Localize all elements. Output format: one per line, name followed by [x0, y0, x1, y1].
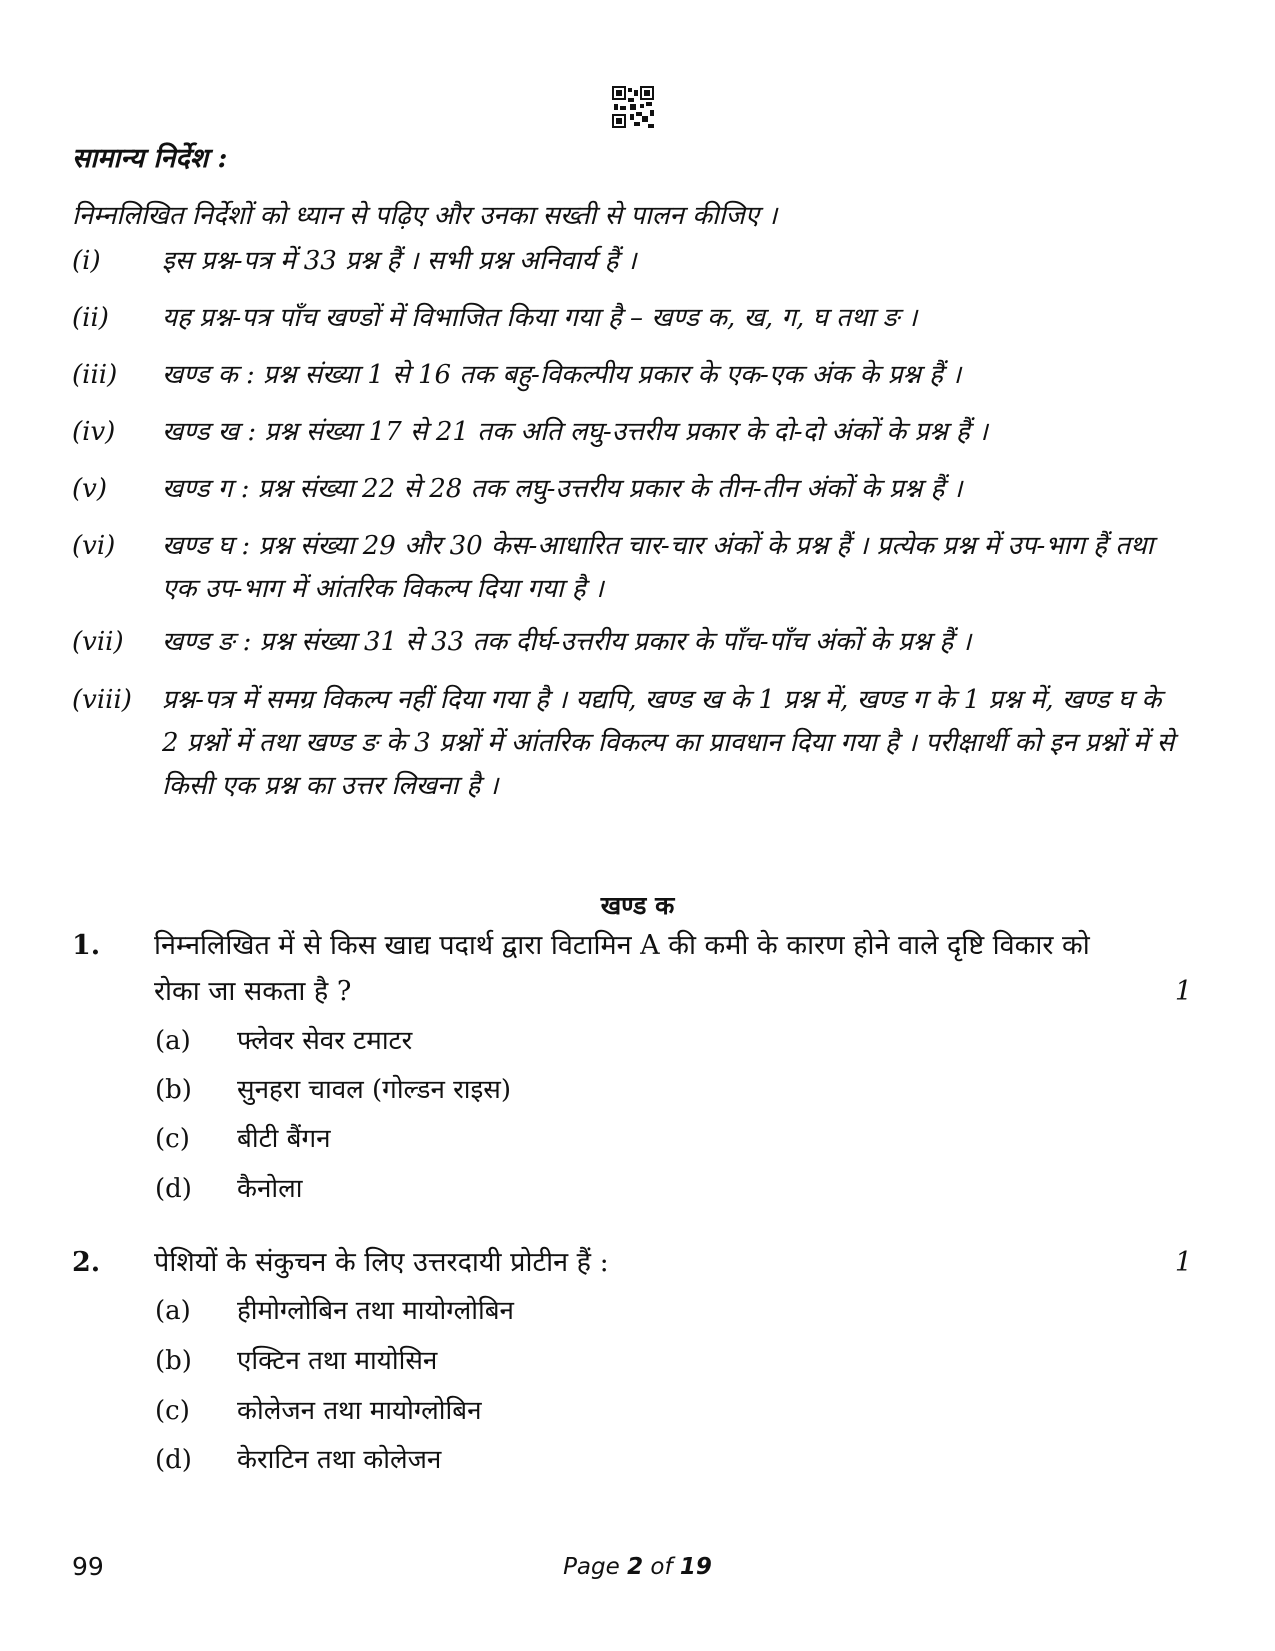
- instruction-text: प्रश्न-पत्र में समग्र विकल्प नहीं दिया गया है । यद्यपि, खण्ड ख के 1 प्रश्न में, खण्ड ग के 1 प्रश्न में, खण्ड घ के 2 प्रश्नों में तथा खण्ड ङ के 3 प्रश्नों में आंतरिक विकल्प का प्रावधान दिया गया है । परीक्षार्थी को इन प्रश्नों में से किसी एक प्रश्न का उत्तर लिखना है ।: [162, 685, 1175, 801]
- option-text: फ्लेवर सेवर टमाटर: [237, 1026, 413, 1056]
- qr-code-icon: [612, 86, 654, 128]
- instruction-number: (vii): [72, 627, 124, 657]
- instruction-item: [72, 525, 1182, 611]
- question-marks: 1: [1174, 976, 1192, 1007]
- question-text: पेशियों के संकुचन के लिए उत्तरदायी प्रोटीन हैं :: [154, 1247, 609, 1278]
- instructions-heading: सामान्य निर्देश :: [72, 143, 228, 174]
- option-label: (b): [155, 1346, 192, 1376]
- instruction-number: (vi): [72, 531, 116, 561]
- page-current: 2: [627, 1554, 644, 1580]
- option-item: [155, 1440, 441, 1480]
- page-number: [0, 1554, 1275, 1580]
- instruction-item: [72, 297, 1182, 340]
- instruction-number: (viii): [72, 685, 132, 715]
- option-label: (c): [155, 1124, 190, 1154]
- option-label: (d): [155, 1174, 192, 1204]
- question-number: 2.: [72, 1247, 101, 1278]
- option-item: [155, 1021, 412, 1061]
- option-text: हीमोग्लोबिन तथा मायोग्लोबिन: [237, 1296, 514, 1326]
- option-item: [155, 1341, 437, 1381]
- option-text: कैनोला: [237, 1174, 303, 1204]
- option-text: केराटिन तथा कोलेजन: [237, 1445, 442, 1475]
- instructions-intro: निम्नलिखित निर्देशों को ध्यान से पढ़िए और उनका सख्ती से पालन कीजिए ।: [72, 201, 778, 231]
- instruction-text: इस प्रश्न-पत्र में 33 प्रश्न हैं । सभी प्रश्न अनिवार्य हैं ।: [162, 246, 637, 276]
- instruction-item: [72, 240, 1182, 283]
- paper-code: 99: [72, 1552, 104, 1581]
- instruction-item: [72, 468, 1182, 511]
- instruction-text: खण्ड ग : प्रश्न संख्या 22 से 28 तक लघु-उत्तरीय प्रकार के तीन-तीन अंकों के प्रश्न हैं ।: [162, 474, 963, 504]
- instruction-text: खण्ड ख : प्रश्न संख्या 17 से 21 तक अति लघु-उत्तरीय प्रकार के दो-दो अंकों के प्रश्न हैं ।: [162, 417, 988, 447]
- question-1: [72, 923, 1192, 1015]
- instruction-number: (iii): [72, 360, 118, 390]
- question-2: [72, 1240, 1192, 1286]
- page-total: 19: [679, 1554, 712, 1580]
- option-item: [155, 1119, 331, 1159]
- instruction-number: (v): [72, 474, 107, 504]
- instruction-item: [72, 679, 1182, 808]
- instruction-text: खण्ड घ : प्रश्न संख्या 29 और 30 केस-आधारित चार-चार अंकों के प्रश्न हैं । प्रत्येक प्रश्न में उप-भाग हैं तथा एक उप-भाग में आंतरिक विकल्प दिया गया है ।: [162, 531, 1154, 604]
- option-item: [155, 1070, 511, 1110]
- option-label: (b): [155, 1075, 192, 1105]
- page-of: of: [650, 1554, 673, 1580]
- option-item: [155, 1169, 303, 1209]
- option-text: एक्टिन तथा मायोसिन: [237, 1346, 438, 1376]
- instruction-item: [72, 354, 1182, 397]
- page-prefix: Page: [563, 1554, 620, 1580]
- instruction-number: (iv): [72, 417, 116, 447]
- option-text: बीटी बैंगन: [237, 1124, 331, 1154]
- option-item: [155, 1391, 482, 1431]
- instruction-text: खण्ड क : प्रश्न संख्या 1 से 16 तक बहु-विकल्पीय प्रकार के एक-एक अंक के प्रश्न हैं ।: [162, 360, 962, 390]
- option-label: (d): [155, 1445, 192, 1475]
- section-title: खण्ड क: [600, 891, 675, 920]
- option-text: सुनहरा चावल (गोल्डन राइस): [237, 1075, 512, 1105]
- instruction-number: (i): [72, 246, 101, 276]
- option-label: (a): [155, 1026, 191, 1056]
- instruction-text: खण्ड ङ : प्रश्न संख्या 31 से 33 तक दीर्घ-उत्तरीय प्रकार के पाँच-पाँच अंकों के प्रश्न हैं ।: [162, 627, 972, 657]
- option-text: कोलेजन तथा मायोग्लोबिन: [237, 1396, 482, 1426]
- question-text: निम्नलिखित में से किस खाद्य पदार्थ द्वारा विटामिन A की कमी के कारण होने वाले दृष्टि विकार को रोका जा सकता है ?: [154, 930, 1090, 1007]
- option-item: [155, 1291, 514, 1331]
- option-label: (a): [155, 1296, 191, 1326]
- instruction-item: [72, 411, 1182, 454]
- question-number: 1.: [72, 930, 101, 961]
- instruction-item: [72, 621, 1182, 664]
- instruction-number: (ii): [72, 303, 109, 333]
- instruction-text: यह प्रश्न-पत्र पाँच खण्डों में विभाजित किया गया है – खण्ड क, ख, ग, घ तथा ङ ।: [162, 303, 918, 333]
- option-label: (c): [155, 1396, 190, 1426]
- question-marks: 1: [1174, 1247, 1192, 1278]
